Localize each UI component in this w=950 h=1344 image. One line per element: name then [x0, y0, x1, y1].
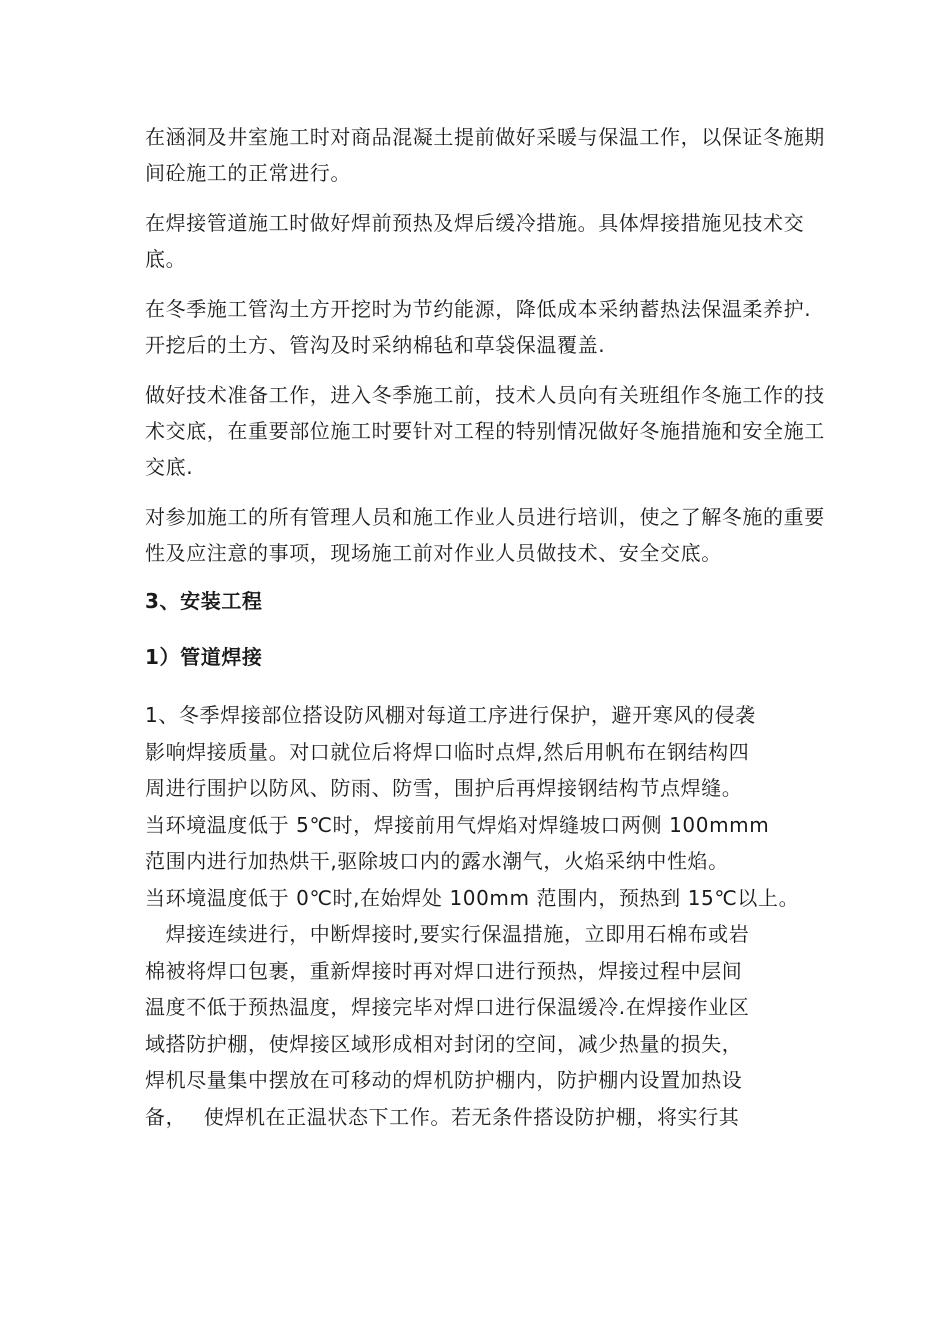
document-body [145, 119, 825, 1135]
text-line: 范围内进行加热烘干,驱除坡口内的露水潮气，火焰采纳中性焰。 [145, 849, 729, 873]
text-line: 当环境温度低于 5℃时，焊接前用气焊焰对焊缝坡口两侧 100mmm [145, 812, 770, 837]
text-line: 焊接连续进行，中断焊接时,要实行保温措施，立即用石棉布或岩 [145, 922, 750, 946]
text-line: 影响焊接质量。对口就位后将焊口临时点焊,然后用帆布在钢结构四 [145, 739, 750, 764]
subsection-heading-pipe-welding: 1）管道焊接 [145, 645, 263, 669]
paragraph-trench-excavation: 在冬季施工管沟土方开挖时为节约能源，降低成本采纳蓄热法保温柔养护.开挖后的土方、管沟及时采纳棉毡和草袋保温覆盖. [145, 297, 812, 357]
paragraph-training: 对参加施工的所有管理人员和施工作业人员进行培训，使之了解冬施的重要性及应注意的事项，现场施工前对作业人员做技术、安全交底。 [145, 505, 825, 565]
text-line: 当环境温度低于 0℃时,在始焊处 100mm 范围内，预热到 15℃以上。 [145, 885, 800, 910]
paragraph-culvert-concrete: 在涵洞及井室施工时对商品混凝土提前做好采暖与保温工作，以保证冬施期间砼施工的正常进行。 [145, 125, 825, 185]
text-line: 焊机尽量集中摆放在可移动的焊机防护棚内，防护棚内设置加热设 [145, 1068, 743, 1092]
text-line: 域搭防护棚，使焊接区域形成相对封闭的空间，减少热量的损失， [145, 1031, 743, 1056]
text-line: 1、冬季焊接部位搭设防风棚对每道工序进行保护，避开寒风的侵袭 [145, 703, 756, 727]
text-line: 温度不低于预热温度，焊接完毕对焊口进行保温缓冷.在焊接作业区 [145, 995, 750, 1019]
welding-measures-text [145, 697, 825, 1135]
paragraph-pipe-welding-preheat: 在焊接管道施工时做好焊前预热及焊后缓冷措施。具体焊接措施见技术交底。 [145, 211, 805, 271]
text-line: 周进行围护以防风、防雨、防雪，围护后再焊接钢结构节点焊缝。 [145, 776, 743, 800]
paragraph-technical-preparation: 做好技术准备工作，进入冬季施工前，技术人员向有关班组作冬施工作的技术交底，在重要部位施工时要针对工程的特别情况做好冬施措施和安全施工交底. [145, 383, 825, 479]
section-heading-installation: 3、安装工程 [145, 589, 263, 613]
text-line: 备， 使焊机在正温状态下工作。若无条件搭设防护棚，将实行其 [145, 1104, 740, 1129]
text-line: 棉被将焊口包裹，重新焊接时再对焊口进行预热，焊接过程中层间 [145, 958, 743, 983]
